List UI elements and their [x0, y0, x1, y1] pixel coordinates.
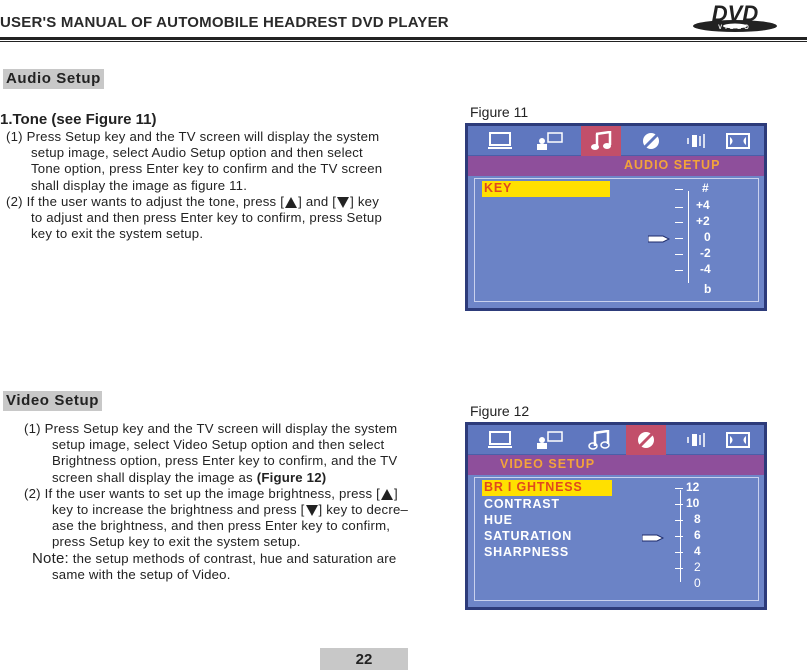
scale-axis [680, 490, 681, 582]
audio-line-1: (1) Press Setup key and the TV screen will display the system [6, 129, 380, 144]
scale-tick [675, 520, 683, 521]
osd-title-bar [468, 455, 764, 475]
figure-12-label: Figure 12 [470, 403, 530, 419]
user-chat-icon [532, 130, 568, 152]
scale-tick [675, 568, 683, 569]
scale-tick [675, 488, 683, 489]
scale-label: 0 [694, 576, 701, 590]
osd-item-saturation: SATURATION [484, 529, 573, 543]
dvd-logo-text: DVD [711, 1, 759, 26]
monitor-icon [482, 130, 518, 152]
osd-icon-bar [468, 126, 764, 156]
scale-tick [675, 254, 683, 255]
scale-tick [675, 222, 683, 223]
video-line-6: key to increase the brightness and press [ ] key to decre– [52, 502, 409, 518]
osd-item-sharpness: SHARPNESS [484, 545, 569, 559]
adjust-circle-icon [633, 130, 669, 152]
speaker-icon [678, 130, 714, 152]
pointer-arrow-icon [642, 534, 664, 542]
video-line-5: (2) If the user wants to set up the image brightness, press [ ] [24, 485, 398, 501]
user-chat-icon [532, 429, 568, 451]
osd-icon-bar [468, 425, 764, 455]
audio-line-3: Tone option, press Enter key to confirm and the TV screen [31, 161, 383, 177]
up-arrow-icon [381, 489, 393, 500]
up-arrow-icon [285, 197, 297, 208]
scale-label: +4 [696, 198, 710, 212]
video-line-8: press Setup key to exit the system setup. [52, 534, 301, 550]
manual-title: USER'S MANUAL OF AUTOMOBILE HEADREST DVD PLAYER [0, 14, 449, 31]
down-arrow-icon [337, 197, 349, 208]
scale-label: -4 [700, 262, 711, 276]
osd-item-contrast: CONTRAST [484, 497, 560, 511]
video-setup-osd-title: VIDEO SETUP [500, 457, 596, 471]
video-instructions [24, 421, 408, 583]
scale-tick [675, 238, 683, 239]
osd-title-bar [468, 156, 764, 176]
scale-tick [675, 552, 683, 553]
video-line-7: ase the brightness, and then press Enter key to confirm, [52, 518, 391, 534]
video-note-line-2: same with the setup of Video. [52, 566, 231, 582]
audio-line-6: to adjust and then press Enter key to confirm, press Setup [31, 210, 382, 226]
scale-tick [675, 270, 683, 271]
figure-11-label: Figure 11 [470, 104, 529, 120]
audio-line-7: key to exit the system setup. [31, 226, 204, 242]
dvd-logo [690, 0, 780, 34]
tone-heading: 1.Tone (see Figure 11) [0, 111, 157, 128]
audio-setup-osd-title: AUDIO SETUP [624, 158, 721, 172]
scale-label: b [704, 282, 712, 296]
osd-item-hue: HUE [484, 513, 513, 527]
video-setup-section-title: Video Setup [3, 391, 102, 411]
osd-item-key: KEY [482, 181, 610, 197]
header-rule [0, 37, 807, 40]
monitor-icon [482, 429, 518, 451]
pointer-arrow-icon [648, 235, 670, 243]
scale-label: 6 [694, 528, 701, 542]
video-setup-osd [465, 422, 767, 610]
audio-line-4: shall display the image as figure 11. [31, 177, 248, 193]
audio-setup-osd [465, 123, 767, 311]
scale-label: 12 [686, 480, 700, 494]
video-note: Note: the setup methods of contrast, hue and saturation are [32, 549, 397, 567]
speaker-icon [678, 429, 714, 451]
down-arrow-icon [306, 505, 318, 516]
osd-item-brightness: BR I GHTNESS [482, 480, 612, 496]
scale-label: 0 [704, 230, 711, 244]
music-note-icon [581, 429, 617, 451]
video-line-3: Brightness option, press Enter key to confirm, and the TV [52, 453, 398, 469]
video-line-1: (1) Press Setup key and the TV screen will display the system [24, 421, 398, 436]
scale-label: # [702, 181, 709, 195]
note-label: Note: [32, 549, 69, 567]
scale-tick [675, 536, 683, 537]
dolby-icon [720, 429, 756, 451]
page-number: 22 [320, 648, 408, 670]
audio-line-2: setup image, select Audio Setup option and then select [31, 145, 363, 161]
video-line-2: setup image, select Video Setup option and then select [52, 437, 385, 453]
dvd-logo-subtext: VIDEO [718, 25, 752, 31]
scale-label: 8 [694, 512, 701, 526]
audio-line-5: (2) If the user wants to adjust the tone, press [ ] and [ ] key [6, 193, 380, 209]
adjust-circle-icon [626, 425, 666, 455]
header-rule-thin [0, 41, 807, 42]
scale-label: -2 [700, 246, 711, 260]
scale-tick [675, 207, 683, 208]
scale-tick [675, 189, 683, 190]
scale-axis [688, 191, 689, 283]
video-line-4: screen shall display the image as (Figure 12) [52, 469, 327, 485]
scale-tick [675, 504, 683, 505]
scale-label: 2 [694, 560, 701, 574]
audio-instructions [6, 129, 382, 242]
figure-12-reference: (Figure 12) [256, 469, 327, 485]
dolby-icon [720, 130, 756, 152]
scale-label: 4 [694, 544, 701, 558]
audio-setup-section-title: Audio Setup [3, 69, 104, 89]
scale-label: 10 [686, 496, 700, 510]
scale-label: +2 [696, 214, 710, 228]
music-note-icon [581, 126, 621, 156]
